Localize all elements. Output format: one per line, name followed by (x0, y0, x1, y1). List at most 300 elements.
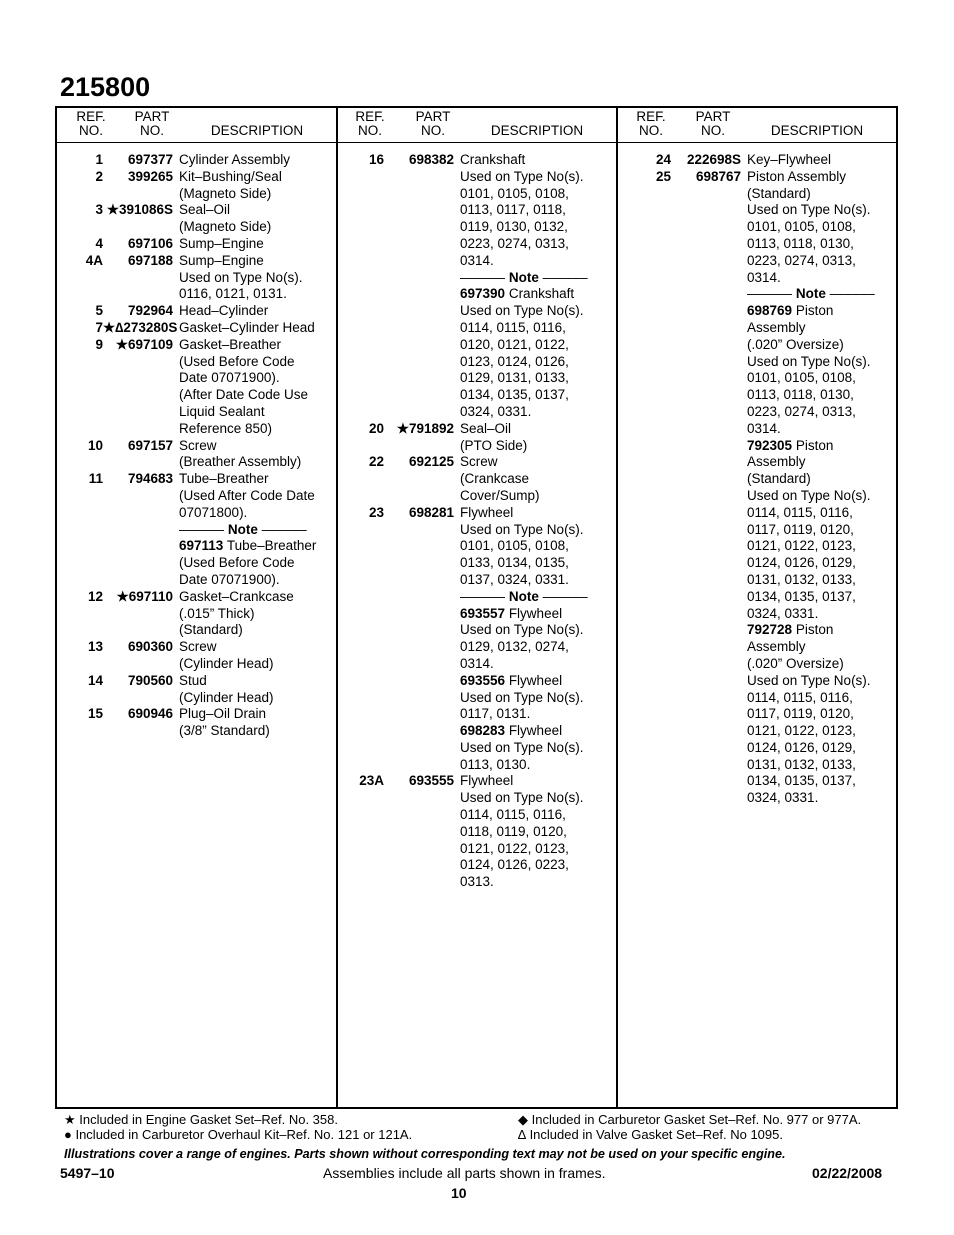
part-number (103, 572, 173, 589)
part-description (454, 773, 513, 790)
part-description (173, 505, 247, 522)
part-description (173, 706, 266, 723)
part-number (671, 555, 741, 572)
part-number (671, 606, 741, 623)
page-title: 215800 (60, 72, 151, 102)
description-text: Date 07071900). (179, 370, 280, 386)
part-number (384, 555, 454, 572)
part-row (625, 236, 875, 253)
description-text: Gasket–Cylinder Head (179, 319, 315, 335)
part-row (57, 337, 316, 354)
ref-number (57, 404, 103, 421)
legend-diamond: ◆ Included in Carburetor Gasket Set–Ref. No. 977 or 977A. (518, 1112, 862, 1127)
part-row (338, 438, 588, 455)
ref-number (57, 505, 103, 522)
part-number (384, 639, 454, 656)
description-text: Gasket–Breather (179, 336, 282, 352)
part-description (173, 387, 308, 404)
part-row (338, 169, 588, 186)
description-text: Piston Assembly (747, 168, 847, 184)
part-number (671, 639, 741, 656)
part-number (671, 471, 741, 488)
part-description (741, 421, 781, 438)
description-text: 0324, 0331. (747, 605, 819, 621)
description-text: (Used After Code Date (179, 487, 315, 503)
ref-number (338, 639, 384, 656)
part-number (671, 622, 741, 639)
part-number (384, 219, 454, 236)
description-text: (Crankcase (460, 471, 530, 487)
part-description (454, 354, 569, 371)
description-text: Used on Type No(s). (747, 202, 871, 218)
part-number (671, 723, 741, 740)
description-text: (Cylinder Head) (179, 689, 274, 705)
ref-number (338, 471, 384, 488)
description-text: Screw (179, 437, 217, 453)
part-row (625, 253, 875, 270)
part-row (625, 723, 875, 740)
description-text: 0124, 0126, 0223, (460, 857, 569, 873)
part-description (454, 454, 498, 471)
disclaimer: Illustrations cover a range of engines. Parts shown without corresponding text may not be used on your specific engine. (64, 1147, 786, 1161)
part-row (57, 454, 316, 471)
part-row (625, 656, 875, 673)
note-label: Note (227, 521, 258, 537)
note-label: Note (795, 286, 826, 302)
part-row (338, 857, 588, 874)
part-description (454, 505, 513, 522)
part-number (384, 572, 454, 589)
description-text: Used on Type No(s). (460, 622, 584, 638)
ref-number (338, 690, 384, 707)
ref-header: REF. NO. (76, 109, 106, 138)
note-dash: –––––– (542, 588, 588, 604)
part-row (625, 538, 875, 555)
ref-number (338, 219, 384, 236)
part-description (741, 438, 833, 455)
part-row (338, 807, 588, 824)
part-row (625, 740, 875, 757)
ref-number (625, 320, 671, 337)
description-text: 0113, 0117, 0118, (460, 202, 566, 218)
part-row (338, 152, 588, 169)
part-description (173, 471, 269, 488)
description-text: 0133, 0134, 0135, (460, 555, 569, 571)
part-description (454, 706, 530, 723)
ref-number (625, 723, 671, 740)
part-description (741, 773, 856, 790)
description-text: Piston (792, 622, 834, 638)
ref-number: 12 (87, 588, 103, 604)
part-number: ★697109 (115, 336, 173, 352)
part-number (103, 555, 173, 572)
part-description (741, 354, 871, 371)
description-text: 0123, 0124, 0126, (460, 353, 569, 369)
part-row (57, 723, 316, 740)
part-row (338, 303, 588, 320)
ref-number (625, 639, 671, 656)
part-description (173, 488, 315, 505)
part-number (384, 286, 454, 303)
part-row (338, 656, 588, 673)
part-row (338, 874, 588, 891)
description-text: 0121, 0122, 0123, (747, 538, 856, 554)
part-description (173, 438, 217, 455)
part-number: 690360 (127, 639, 173, 655)
part-number (384, 807, 454, 824)
ref-number (338, 723, 384, 740)
part-number (671, 454, 741, 471)
part-number: 697157 (127, 437, 173, 453)
note-dash: –––––– (460, 588, 506, 604)
part-description (454, 303, 584, 320)
description-text: (3/8” Standard) (179, 723, 270, 739)
part-description (741, 622, 833, 639)
part-number: 222698S (686, 152, 741, 167)
part-number (671, 572, 741, 589)
description-text: Crankshaft (460, 152, 526, 167)
part-row (338, 606, 588, 623)
ref-number (338, 740, 384, 757)
ref-number (625, 236, 671, 253)
description-text: Gasket–Crankcase (179, 588, 294, 604)
description-text: 0119, 0130, 0132, (460, 219, 568, 235)
part-row (57, 505, 316, 522)
part-number (671, 773, 741, 790)
ref-number (57, 622, 103, 639)
part-description (741, 370, 856, 387)
ref-number: 1 (95, 152, 103, 167)
ref-number (625, 370, 671, 387)
part-description (173, 656, 274, 673)
description-text: 0120, 0121, 0122, (460, 336, 569, 352)
part-row (338, 404, 588, 421)
ref-number (57, 555, 103, 572)
description-text: Cover/Sump) (460, 487, 540, 503)
part-row (57, 555, 316, 572)
part-row (57, 438, 316, 455)
ref-number (57, 488, 103, 505)
part-row (57, 370, 316, 387)
part-number (671, 337, 741, 354)
part-number (384, 606, 454, 623)
ref-number: 2 (95, 168, 103, 184)
ref-number (338, 337, 384, 354)
part-row (57, 303, 316, 320)
part-header: PART NO. (415, 109, 451, 138)
part-description (741, 236, 854, 253)
part-number (384, 337, 454, 354)
part-description (741, 740, 856, 757)
ref-number: 23 (368, 504, 384, 520)
part-number (671, 370, 741, 387)
part-number (103, 538, 173, 555)
description-text: Used on Type No(s). (460, 303, 584, 319)
part-number (384, 270, 454, 287)
part-description (741, 790, 818, 807)
part-row (57, 706, 316, 723)
part-row (625, 219, 875, 236)
part-number (671, 270, 741, 287)
part-number (103, 354, 173, 371)
part-description (454, 270, 588, 287)
part-number: 698767 (695, 168, 741, 184)
part-description (741, 337, 844, 354)
part-row (57, 538, 316, 555)
part-row (338, 622, 588, 639)
part-row (625, 522, 875, 539)
ref-number (57, 522, 103, 539)
part-description (454, 169, 584, 186)
alt-part-number: 792728 (747, 622, 793, 638)
ref-number (338, 656, 384, 673)
part-row (625, 186, 875, 203)
part-number (384, 253, 454, 270)
ref-number (338, 488, 384, 505)
part-row (625, 488, 875, 505)
part-number (103, 270, 173, 287)
part-row (625, 152, 875, 169)
part-row (57, 639, 316, 656)
part-number: 698281 (408, 504, 454, 520)
part-row (338, 824, 588, 841)
part-number (671, 740, 741, 757)
description-text: (.015” Thick) (179, 605, 255, 621)
part-description (454, 874, 494, 891)
part-description (741, 706, 854, 723)
part-description (454, 606, 562, 623)
ref-number (338, 555, 384, 572)
ref-number (338, 622, 384, 639)
part-number (384, 438, 454, 455)
part-row (338, 639, 588, 656)
description-text: Kit–Bushing/Seal (179, 168, 282, 184)
part-description (741, 169, 846, 186)
description-text: Key–Flywheel (747, 152, 832, 167)
parts-table (55, 106, 898, 1109)
part-number (384, 354, 454, 371)
ref-number (57, 421, 103, 438)
part-row (57, 690, 316, 707)
part-description (454, 286, 574, 303)
alt-part-number: 698769 (747, 303, 793, 319)
description-text: (Standard) (179, 622, 243, 638)
part-row (625, 438, 875, 455)
description-text: Assembly (747, 319, 806, 335)
part-description (454, 438, 527, 455)
description-text: (Used Before Code (179, 555, 295, 571)
description-text: 0113, 0118, 0130, (747, 235, 854, 251)
ref-number: 15 (87, 706, 103, 722)
ref-number (625, 404, 671, 421)
part-row (338, 589, 588, 606)
part-row (338, 673, 588, 690)
part-number (384, 673, 454, 690)
parts-column-2 (338, 152, 588, 891)
description-text: Used on Type No(s). (747, 487, 871, 503)
part-description (173, 404, 265, 421)
description-text: Tube–Breather (179, 471, 269, 487)
ref-number (57, 572, 103, 589)
part-row (338, 723, 588, 740)
ref-number (625, 740, 671, 757)
part-description (454, 538, 569, 555)
description-text: 0129, 0131, 0133, (460, 370, 569, 386)
part-number: 692125 (408, 454, 454, 470)
part-description (173, 421, 272, 438)
part-row (338, 757, 588, 774)
part-row (625, 572, 875, 589)
part-number (671, 538, 741, 555)
ref-number (338, 538, 384, 555)
part-number (103, 606, 173, 623)
part-number (671, 589, 741, 606)
part-description (454, 337, 569, 354)
part-description (741, 404, 856, 421)
description-text: 07071800). (179, 504, 248, 520)
part-number (103, 219, 173, 236)
description-text: Head–Cylinder (179, 303, 269, 319)
part-number (671, 286, 741, 303)
ref-number (625, 505, 671, 522)
description-text: Used on Type No(s). (747, 672, 871, 688)
part-number (384, 790, 454, 807)
part-number: 790560 (127, 672, 173, 688)
part-row (57, 286, 316, 303)
part-row (338, 572, 588, 589)
ref-number (338, 438, 384, 455)
ref-number (625, 186, 671, 203)
ref-number: 24 (655, 152, 671, 167)
part-number (103, 286, 173, 303)
note-dash: –––––– (179, 521, 225, 537)
part-number (384, 522, 454, 539)
note-label: Note (508, 588, 539, 604)
description-text: (Standard) (747, 471, 811, 487)
description-text: Cylinder Assembly (179, 152, 291, 167)
part-description (173, 253, 264, 270)
description-text: 0121, 0122, 0123, (747, 723, 856, 739)
description-header: DESCRIPTION (490, 123, 584, 138)
ref-number (338, 253, 384, 270)
part-description (454, 622, 584, 639)
ref-number (338, 270, 384, 287)
part-number (103, 421, 173, 438)
part-description (173, 169, 282, 186)
description-text: 0314. (460, 252, 494, 268)
part-description (173, 639, 217, 656)
description-text: Flywheel (505, 672, 563, 688)
part-description (454, 370, 569, 387)
part-description (741, 522, 854, 539)
description-text: 0223, 0274, 0313, (747, 403, 856, 419)
description-text: (Magneto Side) (179, 219, 272, 235)
description-header: DESCRIPTION (770, 123, 864, 138)
ref-number (338, 706, 384, 723)
part-number (671, 219, 741, 236)
ref-number (57, 270, 103, 287)
ref-number (625, 488, 671, 505)
part-row (338, 337, 588, 354)
part-row (338, 202, 588, 219)
ref-number (338, 370, 384, 387)
part-row (57, 270, 316, 287)
part-description (454, 639, 569, 656)
part-description (173, 589, 294, 606)
part-number (103, 522, 173, 539)
part-number (671, 387, 741, 404)
ref-number (57, 286, 103, 303)
part-description (454, 219, 568, 236)
part-number (384, 589, 454, 606)
part-row (338, 488, 588, 505)
ref-number (625, 286, 671, 303)
description-text: Assembly (747, 454, 806, 470)
description-text: 0134, 0135, 0137, (747, 773, 856, 789)
part-description (741, 572, 856, 589)
ref-number: 16 (368, 152, 384, 167)
part-row (338, 690, 588, 707)
part-number (671, 303, 741, 320)
ref-number (338, 354, 384, 371)
part-description (454, 723, 562, 740)
parts-column-3 (625, 152, 875, 807)
part-description (741, 589, 856, 606)
description-text: Used on Type No(s). (460, 739, 584, 755)
part-description (454, 186, 569, 203)
description-text: Flywheel (460, 504, 514, 520)
part-row (625, 471, 875, 488)
part-row (57, 488, 316, 505)
description-header: DESCRIPTION (210, 123, 304, 138)
part-number: 690946 (127, 706, 173, 722)
part-row (338, 454, 588, 471)
part-row (338, 471, 588, 488)
note-dash: –––––– (829, 286, 875, 302)
description-text: 0131, 0132, 0133, (747, 571, 856, 587)
description-text: 0118, 0119, 0120, (460, 823, 567, 839)
ref-number (625, 438, 671, 455)
part-number: 697106 (127, 235, 173, 251)
part-description (741, 286, 875, 303)
description-text: Used on Type No(s). (460, 521, 584, 537)
ref-number (625, 454, 671, 471)
ref-number (338, 169, 384, 186)
part-description (454, 857, 569, 874)
part-description (173, 606, 255, 623)
ref-number (338, 186, 384, 203)
description-text: (Breather Assembly) (179, 454, 302, 470)
description-text: Used on Type No(s). (460, 790, 584, 806)
description-text: 0121, 0122, 0123, (460, 840, 569, 856)
description-text: 0117, 0119, 0120, (747, 706, 854, 722)
ref-number: 14 (87, 672, 103, 688)
part-description (173, 538, 316, 555)
part-row (625, 706, 875, 723)
description-text: 0114, 0115, 0116, (460, 319, 566, 335)
ref-number: 5 (95, 303, 103, 319)
part-row (625, 169, 875, 186)
part-description (741, 690, 853, 707)
part-description (173, 723, 270, 740)
part-row (625, 690, 875, 707)
ref-number (57, 387, 103, 404)
part-description (173, 286, 287, 303)
part-number (384, 757, 454, 774)
part-description (454, 589, 588, 606)
description-text: Used on Type No(s). (179, 269, 303, 285)
part-description (454, 522, 584, 539)
